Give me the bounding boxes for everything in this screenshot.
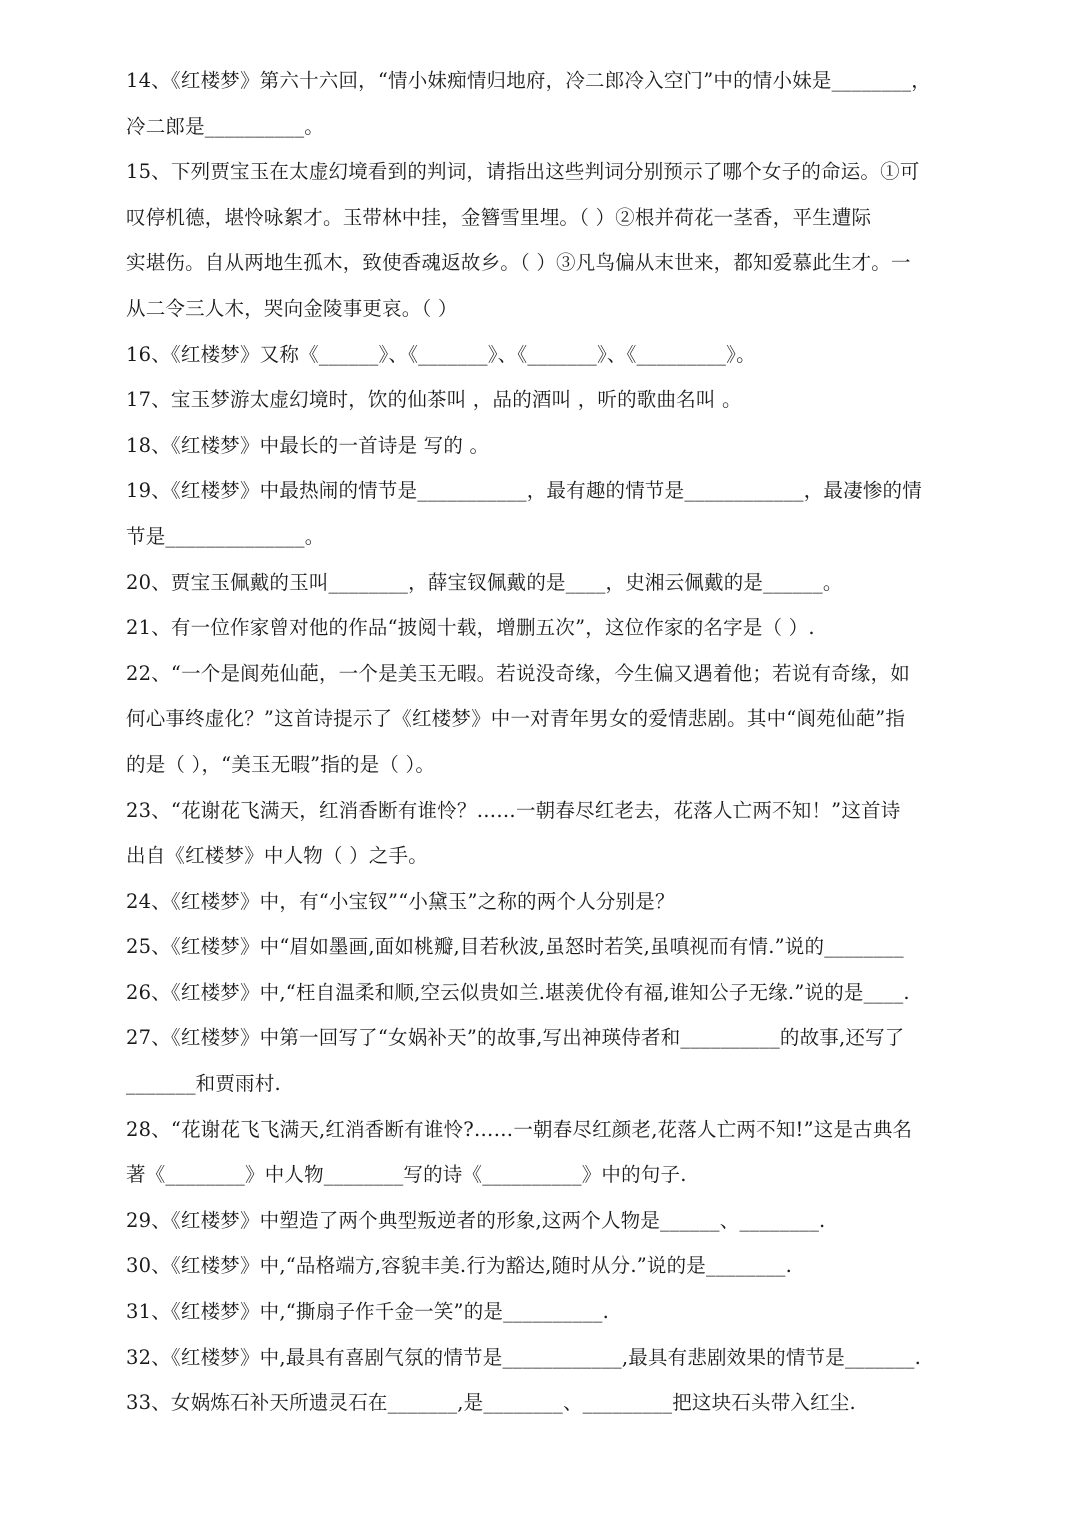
question-22 [126,651,940,788]
question-16 [126,332,940,378]
question-line: 17、宝玉梦游太虚幻境时，饮的仙茶叫 ，品的酒叫 ，听的歌曲名叫 。 [126,388,742,412]
question-19 [126,468,940,559]
question-line: 30、《红楼梦》中,“品格端方,容貌丰美.行为豁达,随时从分.”说的是________. [126,1254,792,1278]
question-line: 著《________》中人物________写的诗《__________》中的句子. [126,1163,687,1187]
question-line: 18、《红楼梦》中最长的一首诗是 写的 。 [126,433,490,457]
question-30 [126,1243,940,1289]
question-line: 实堪伤。自从两地生孤木，致使香魂返故乡。（ ）③凡鸟偏从末世来，都知爱慕此生才。一 [126,251,911,275]
question-line: 节是______________。 [126,524,325,548]
question-line: 出自《红楼梦》中人物（ ）之手。 [126,844,428,868]
question-line: 14、《红楼梦》第六十六回，“情小妹痴情归地府，冷二郎冷入空门”中的情小妹是________， [126,69,931,92]
question-line: 22、“一个是阆苑仙葩，一个是美玉无暇。若说没奇缘，今生偏又遇着他；若说有奇缘，如 [126,661,910,685]
question-line: 的是（ ），“美玉无暇”指的是（ ）。 [126,752,436,776]
question-line: 15、下列贾宝玉在太虚幻境看到的判词，请指出这些判词分别预示了哪个女子的命运。①可 [126,160,920,184]
question-18 [126,423,940,469]
question-line: 24、《红楼梦》中，有“小宝钗”“小黛玉”之称的两个人分别是？ [126,889,675,913]
question-line: 21、有一位作家曾对他的作品“披阅十载，增删五次”，这位作家的名字是（ ）. [126,616,815,640]
question-line: 23、“花谢花飞满天，红消香断有谁怜？……一朝春尽红老去，花落人亡两不知！”这首诗 [126,798,901,822]
question-line: 何心事终虚化？”这首诗提示了《红楼梦》中一对青年男女的爱情悲剧。其中“阆苑仙葩”指 [126,707,906,731]
question-line: 16、《红楼梦》又称《______》、《_______》、《_______》、《_________》。 [126,342,756,366]
question-line: 25、《红楼梦》中“眉如墨画,面如桃瓣,目若秋波,虽怒时若笑,虽嗔视而有情.”说的________ [126,935,904,959]
question-25 [126,924,940,970]
question-line: _______和贾雨村. [126,1072,281,1096]
question-line: 28、“花谢花飞飞满天,红消香断有谁怜?……一朝春尽红颜老,花落人亡两不知!”这是古典名 [126,1117,913,1141]
question-28 [126,1107,940,1198]
question-27 [126,1015,940,1106]
question-26 [126,970,940,1016]
question-32 [126,1335,940,1381]
question-33 [126,1380,940,1426]
question-14 [126,58,940,149]
question-line: 从二令三人木，哭向金陵事更哀。（ ） [126,296,458,320]
question-20 [126,560,940,606]
question-24 [126,879,940,925]
question-31 [126,1289,940,1335]
question-15 [126,149,940,331]
question-line: 32、《红楼梦》中,最具有喜剧气氛的情节是____________,最具有悲剧效果的情节是_______. [126,1345,922,1369]
question-29 [126,1198,940,1244]
question-line: 27、《红楼梦》中第一回写了“女娲补天”的故事,写出神瑛侍者和__________的故事,还写了 [126,1026,905,1050]
question-line: 26、《红楼梦》中,“枉自温柔和顺,空云似贵如兰.堪羡优伶有福,谁知公子无缘.”说的是____. [126,980,910,1004]
question-line: 冷二郎是__________。 [126,114,325,138]
question-23 [126,788,940,879]
question-line: 19、《红楼梦》中最热闹的情节是___________，最有趣的情节是____________，最凄惨的情 [126,479,922,503]
question-17 [126,377,940,423]
question-line: 29、《红楼梦》中塑造了两个典型叛逆者的形象,这两个人物是______、________. [126,1208,826,1232]
question-line: 20、贾宝玉佩戴的玉叫________，薛宝钗佩戴的是____，史湘云佩戴的是______。 [126,570,843,594]
question-line: 31、《红楼梦》中,“撕扇子作千金一笑”的是__________. [126,1300,609,1324]
question-line: 33、女娲炼石补天所遗灵石在_______,是________、_________把这块石头带入红尘. [126,1391,856,1415]
question-21 [126,605,940,651]
question-line: 叹停机德，堪怜咏絮才。玉带林中挂，金簪雪里埋。（ ）②根并荷花一茎香，平生遭际 [126,205,872,229]
